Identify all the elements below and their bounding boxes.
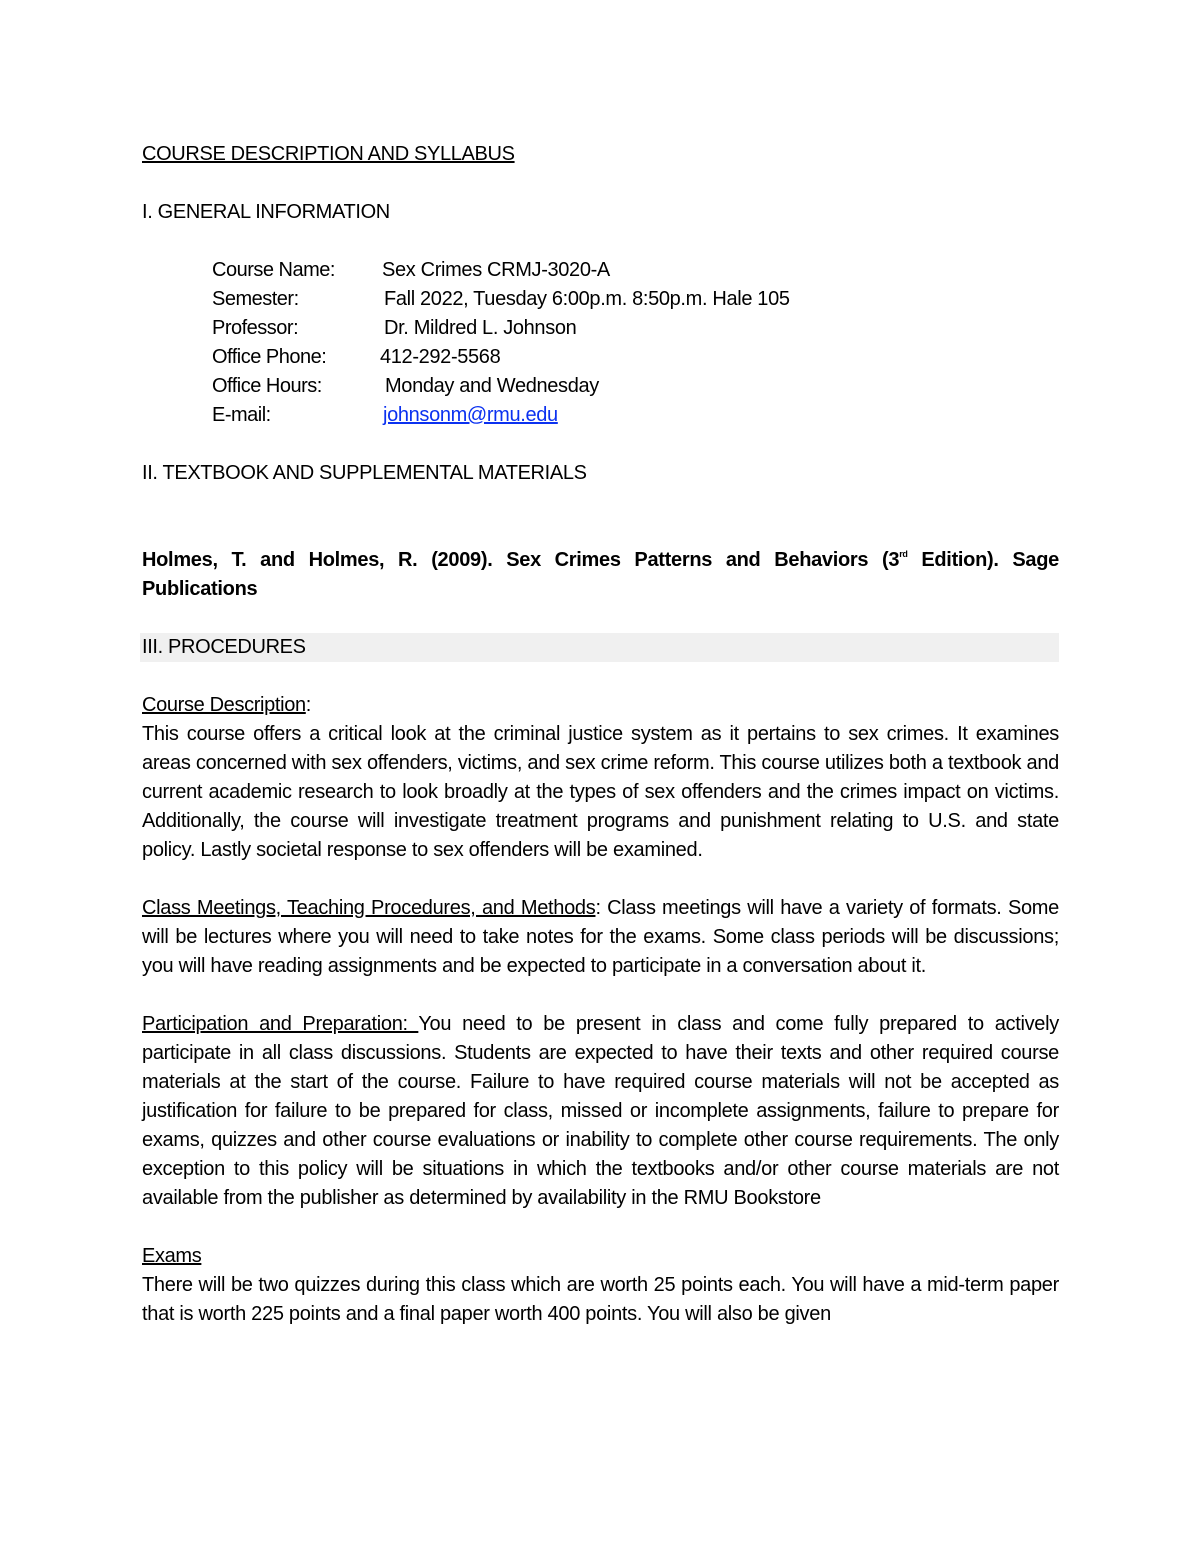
email-link[interactable]: johnsonm@rmu.edu [383,404,558,426]
citation-text-end: Edition). Sage Publications [142,549,1059,600]
info-value: Monday and Wednesday [385,375,599,397]
info-row-professor [212,314,1059,343]
section-general-information-heading: I. GENERAL INFORMATION [142,201,390,223]
participation-paragraph [142,1010,1059,1213]
exams-heading: Exams [142,1245,202,1267]
info-label: E-mail: [212,404,271,426]
class-meetings-body: Class meetings will have a variety of formats. Some will be lectures where you will need to take notes for the exams. Some class periods will be discussions; you will have reading assignments and be expected to participate in a conversation about it. [142,897,1059,977]
document-title: COURSE DESCRIPTION AND SYLLABUS [142,143,515,165]
info-row-office-hours [212,372,1059,401]
participation-body: You need to be present in class and come fully prepared to actively participate in all class discussions. Students are expected to have their texts and other required course materials at the start of the course. Failure to have required course materials will not be accepted as justification for failure to be prepared for class, missed or incomplete assignments, failure to prepare for exams, quizzes and other course evaluations or inability to complete other course requirements. The only exception to this policy will be situations in which the textbooks and/or other course materials are not available from the publisher as determined by availability in the RMU Bookstore [142,1013,1059,1209]
heading-colon: : [595,897,601,919]
class-meetings-paragraph [142,894,1059,981]
info-row-semester [212,285,1059,314]
textbook-citation [142,546,1059,604]
info-value: Sex Crimes CRMJ-3020-A [382,259,610,281]
course-description-body: This course offers a critical look at the criminal justice system as it pertains to sex crimes. It examines areas concerned with sex offenders, victims, and sex crime reform. This course utilizes both a textbook and current academic research to look broadly at the types of sex offenders and the crimes impact on victims. Additionally, the course will investigate treatment programs and punishment relating to U.S. and state policy. Lastly societal response to sex offenders will be examined. [142,723,1059,861]
course-description-heading [142,691,1059,720]
info-label: Professor: [212,317,299,339]
info-value: Fall 2022, Tuesday 6:00p.m. 8:50p.m. Hale 105 [384,288,790,310]
general-information-table [212,256,1059,430]
info-value: 412-292-5568 [380,346,501,368]
info-row-office-phone [212,343,1059,372]
info-label: Office Phone: [212,346,327,368]
exams-body: There will be two quizzes during this class which are worth 25 points each. You will have a mid-term paper that is worth 225 points and a final paper worth 400 points. You will also be given [142,1274,1059,1325]
section-procedures-heading: III. PROCEDURES [140,633,1059,662]
citation-text: Holmes, T. and Holmes, R. (2009). Sex Crimes Patterns and Behaviors (3 [142,549,900,571]
section-textbook-heading: II. TEXTBOOK AND SUPPLEMENTAL MATERIALS [142,462,587,484]
info-label: Course Name: [212,259,335,281]
info-row-course-name [212,256,1059,285]
info-row-email [212,401,1059,430]
course-description-title: Course Description [142,694,306,716]
info-value: Dr. Mildred L. Johnson [384,317,577,339]
info-label: Semester: [212,288,299,310]
info-label: Office Hours: [212,375,322,397]
syllabus-page [142,140,1059,1329]
heading-colon: : [305,694,311,716]
citation-superscript: rd [899,549,908,559]
class-meetings-title: Class Meetings, Teaching Procedures, and Methods [142,897,596,919]
participation-title: Participation and Preparation: [142,1013,419,1035]
